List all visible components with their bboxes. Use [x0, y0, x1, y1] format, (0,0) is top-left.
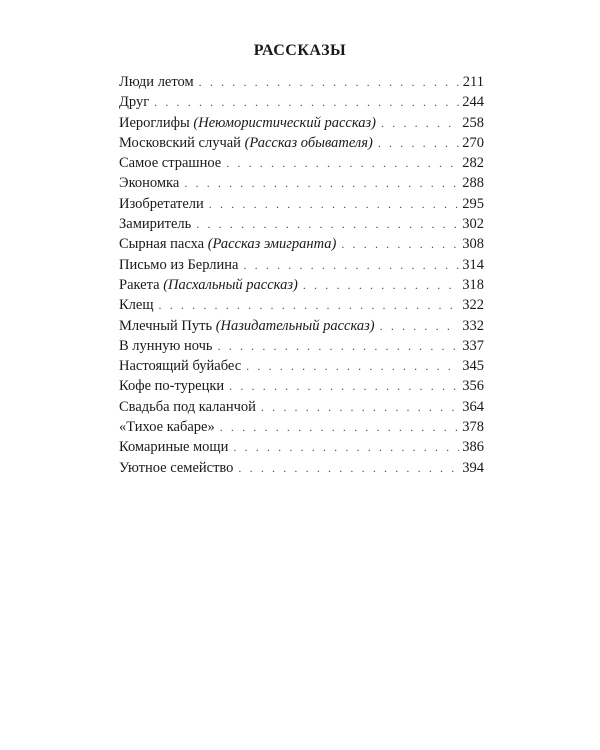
toc-entry	[119, 316, 484, 336]
toc-entry-subtitle: (Рассказ обывателя)	[244, 134, 373, 151]
toc-entry-page: 394	[462, 459, 484, 476]
toc-entry-title: Комариные мощи	[119, 439, 229, 456]
toc-entry	[119, 153, 484, 173]
toc-entry-title: Млечный Путь (Назидательный рассказ)	[119, 317, 375, 334]
toc-entry-title: Уютное семейство	[119, 459, 234, 476]
toc-entry	[119, 234, 484, 254]
dot-leader	[381, 113, 459, 133]
toc-entry	[119, 72, 484, 92]
toc-entry	[119, 92, 484, 112]
dot-leader	[238, 458, 459, 478]
toc-entry	[119, 356, 484, 376]
dot-leader	[341, 234, 459, 254]
toc-entry	[119, 275, 484, 295]
dot-leader	[226, 153, 459, 173]
dot-leader	[220, 417, 460, 437]
toc-entry-title: Друг	[119, 94, 150, 111]
toc-entry-title: Клещ	[119, 297, 154, 314]
toc-entry-page: 356	[462, 378, 484, 395]
toc-entry	[119, 376, 484, 396]
section-heading: РАССКАЗЫ	[253, 42, 347, 59]
toc-entry-title: Изобретатели	[119, 195, 204, 212]
toc-entry	[119, 397, 484, 417]
dot-leader	[229, 376, 459, 396]
dot-leader	[154, 92, 459, 112]
toc-entry-page: 295	[462, 195, 484, 212]
toc-entry-title: Настоящий буйабес	[119, 358, 242, 375]
toc-entry-title: Сырная пасха (Рассказ эмигранта)	[119, 236, 337, 253]
toc-entry	[119, 194, 484, 214]
toc-entry	[119, 458, 484, 478]
toc-entry-title: Свадьба под каланчой	[119, 398, 256, 415]
dot-leader	[378, 133, 459, 153]
dot-leader	[246, 356, 459, 376]
toc-entry-title: «Тихое кабаре»	[119, 419, 215, 436]
toc-entry	[119, 336, 484, 356]
toc-entry-title: Люди летом	[119, 74, 194, 90]
toc-entry-title: Письмо из Берлина	[119, 256, 239, 273]
toc-entry-title: Замиритель	[119, 216, 192, 233]
toc-entry-page: 308	[462, 236, 484, 253]
dot-leader	[196, 214, 459, 234]
toc-entry-page: 244	[462, 94, 484, 111]
toc-entry	[119, 437, 484, 457]
toc-entry-page: 282	[462, 155, 484, 172]
dot-leader	[243, 255, 459, 275]
toc-entry-page: 337	[462, 337, 484, 354]
dot-leader	[209, 194, 459, 214]
toc-entry-page: 322	[462, 297, 484, 314]
toc-entry-title: В лунную ночь	[119, 337, 213, 354]
toc-entry-subtitle: (Назидательный рассказ)	[215, 317, 375, 334]
toc-entry-subtitle: (Неюмористический рассказ)	[193, 114, 376, 131]
dot-leader	[380, 316, 460, 336]
toc-entry-page: 345	[462, 358, 484, 375]
toc-entry-page: 332	[462, 317, 484, 334]
toc-entry-subtitle: (Рассказ эмигранта)	[207, 236, 337, 253]
toc-entry-page: 211	[462, 74, 484, 90]
dot-leader	[233, 437, 459, 457]
toc-entry-page: 314	[462, 256, 484, 273]
dot-leader	[303, 275, 459, 295]
toc-entry	[119, 295, 484, 315]
toc-entry	[119, 214, 484, 234]
dot-leader	[261, 397, 459, 417]
toc-entry-page: 288	[462, 175, 484, 192]
toc-entry-page: 270	[462, 134, 484, 151]
toc-entry-page: 386	[462, 439, 484, 456]
toc-entry-title: Московский случай (Рассказ обывателя)	[119, 134, 373, 151]
dot-leader	[184, 173, 459, 193]
toc-entry-page: 302	[462, 216, 484, 233]
toc-entry	[119, 255, 484, 275]
dot-leader	[159, 295, 460, 315]
dot-leader	[199, 72, 460, 92]
toc-entry-page: 378	[462, 419, 484, 436]
toc-entry	[119, 113, 484, 133]
toc-entry-page: 318	[462, 276, 484, 293]
dot-leader	[218, 336, 460, 356]
toc-entry-subtitle: (Пасхальный рассказ)	[163, 276, 298, 293]
toc-entry-title: Иероглифы (Неюмористический рассказ)	[119, 114, 376, 131]
toc-entry-page: 364	[462, 398, 484, 415]
toc-entry	[119, 417, 484, 437]
toc-entry-page: 258	[462, 114, 484, 131]
toc-entry-title: Кофе по-турецки	[119, 378, 225, 395]
toc-entry	[119, 133, 484, 153]
toc-entry-title: Самое страшное	[119, 155, 222, 172]
toc-entry-title: Экономка	[119, 175, 180, 192]
table-of-contents	[119, 72, 484, 478]
toc-entry	[119, 173, 484, 193]
toc-entry-title: Ракета (Пасхальный рассказ)	[119, 276, 298, 293]
